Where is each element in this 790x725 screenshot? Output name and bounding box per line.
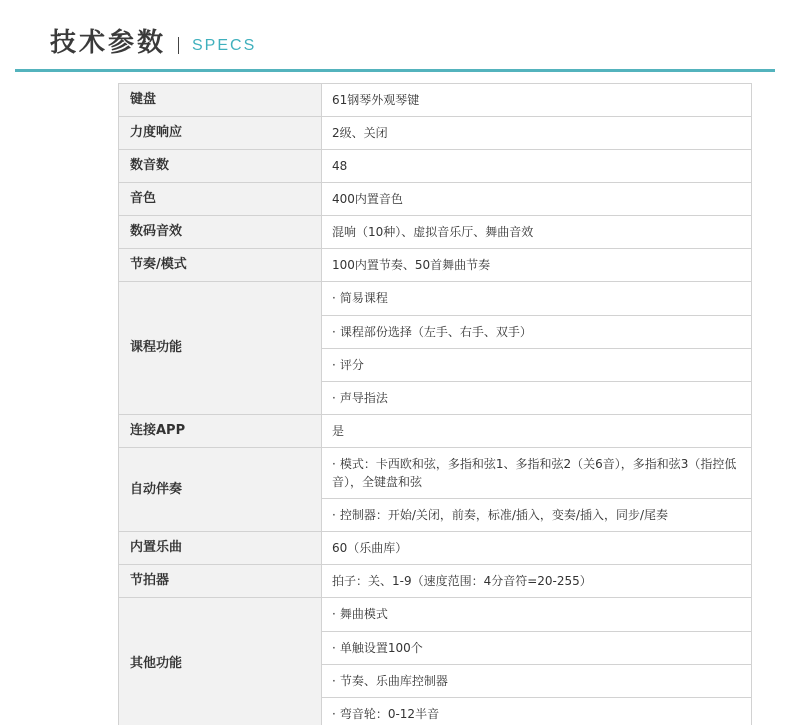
- spec-label: 数音数: [119, 150, 322, 183]
- table-row: [119, 415, 752, 448]
- spec-label: 键盘: [119, 84, 322, 117]
- list-item: [322, 348, 751, 381]
- table-row: [119, 216, 752, 249]
- bullet-icon: ·: [332, 607, 336, 621]
- list-item-text: 评分: [339, 358, 364, 372]
- list-item-text: 模式：卡西欧和弦，多指和弦1、多指和弦2（关6音），多指和弦3（指控低音），全键盘和弦: [332, 457, 737, 489]
- bullet-icon: ·: [332, 325, 336, 339]
- page-title: 技术参数: [50, 28, 167, 58]
- table-row: [119, 249, 752, 282]
- spec-value: 60（乐曲库）: [322, 532, 752, 565]
- spec-label: 连接APP: [119, 415, 322, 448]
- spec-label: 其他功能: [119, 598, 322, 725]
- bullet-icon: ·: [332, 641, 336, 655]
- list-item: [322, 631, 751, 664]
- spec-value: 2级、关闭: [322, 117, 752, 150]
- list-item: [322, 498, 751, 531]
- spec-value: 混响（10种）、虚拟音乐厅、舞曲音效: [322, 216, 752, 249]
- spec-value-list: [322, 448, 752, 532]
- table-row: [119, 448, 752, 532]
- spec-value: 61钢琴外观琴键: [322, 84, 752, 117]
- bullet-icon: ·: [332, 391, 336, 405]
- list-item-text: 节奏、乐曲库控制器: [339, 674, 448, 688]
- list-item: [322, 697, 751, 725]
- table-row: [119, 598, 752, 725]
- table-row: [119, 565, 752, 598]
- specs-table: [118, 83, 752, 725]
- list-item-text: 课程部份选择（左手、右手、双手）: [339, 325, 532, 339]
- table-row: [119, 282, 752, 415]
- table-row: [119, 532, 752, 565]
- spec-label: 数码音效: [119, 216, 322, 249]
- spec-label: 音色: [119, 183, 322, 216]
- bullet-icon: ·: [332, 674, 336, 688]
- list-item-text: 简易课程: [339, 291, 388, 305]
- page-subtitle: SPECS: [192, 37, 257, 54]
- list-item: [322, 448, 751, 498]
- title-divider: [178, 37, 179, 54]
- bullet-icon: ·: [332, 508, 336, 522]
- spec-value: 100内置节奏、50首舞曲节奏: [322, 249, 752, 282]
- spec-value-list: [322, 282, 752, 415]
- bullet-icon: ·: [332, 358, 336, 372]
- list-item: [322, 282, 751, 315]
- list-item: [322, 381, 751, 414]
- spec-label: 力度响应: [119, 117, 322, 150]
- bullet-icon: ·: [332, 707, 336, 721]
- spec-label: 内置乐曲: [119, 532, 322, 565]
- bullet-icon: ·: [332, 457, 336, 471]
- page-header: [0, 0, 790, 74]
- table-row: [119, 117, 752, 150]
- spec-label: 课程功能: [119, 282, 322, 415]
- list-item: [322, 598, 751, 631]
- header-underline: [15, 69, 775, 72]
- list-item: [322, 664, 751, 697]
- spec-value-list: [322, 598, 752, 725]
- spec-label: 节奏/模式: [119, 249, 322, 282]
- list-item-text: 弯音轮：0-12半音: [339, 707, 440, 721]
- table-row: [119, 150, 752, 183]
- list-item-text: 控制器：开始/关闭，前奏，标准/插入，变奏/插入，同步/尾奏: [339, 508, 669, 522]
- table-row: [119, 84, 752, 117]
- list-item-text: 单触设置100个: [339, 641, 423, 655]
- spec-value: 是: [322, 415, 752, 448]
- bullet-icon: ·: [332, 291, 336, 305]
- list-item-text: 舞曲模式: [339, 607, 388, 621]
- list-item-text: 声导指法: [339, 391, 388, 405]
- list-item: [322, 315, 751, 348]
- spec-value: 拍子：关、1-9（速度范围：4分音符=20-255）: [322, 565, 752, 598]
- spec-value: 400内置音色: [322, 183, 752, 216]
- table-row: [119, 183, 752, 216]
- spec-value: 48: [322, 150, 752, 183]
- spec-label: 节拍器: [119, 565, 322, 598]
- spec-label: 自动伴奏: [119, 448, 322, 532]
